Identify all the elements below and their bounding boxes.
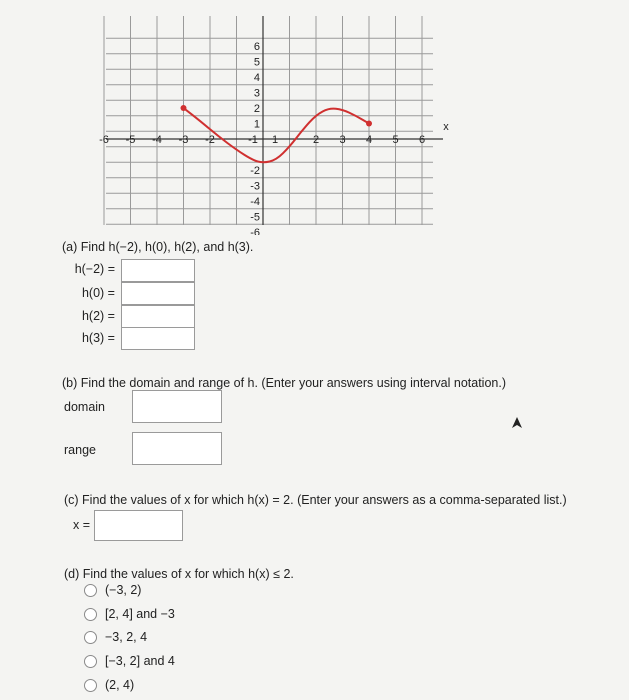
y-tick-label: 1 <box>271 134 279 146</box>
x-axis-label: x <box>443 121 449 133</box>
h-2-input[interactable] <box>121 305 195 328</box>
y-tick-label: 3 <box>253 87 260 100</box>
h-3-input[interactable] <box>121 327 195 350</box>
y-tick-label: 2 <box>253 103 260 115</box>
option-5[interactable]: (2, 4) <box>84 676 134 694</box>
x-tick-label: -2 <box>205 134 215 146</box>
h-neg2-input[interactable] <box>121 259 195 282</box>
option-1[interactable]: (−3, 2) <box>84 581 141 599</box>
y-tick-label: -2 <box>250 165 260 177</box>
range-label: range <box>64 443 96 457</box>
x-tick-label: 5 <box>392 134 399 146</box>
x-tick-label: -4 <box>152 134 162 146</box>
x-tick-label: 3 <box>339 134 346 146</box>
y-tick-label: 5 <box>253 56 260 69</box>
radio-icon[interactable] <box>84 584 97 597</box>
range-input[interactable] <box>132 432 222 465</box>
endpoint-dot <box>181 105 187 111</box>
part-b-prompt: (b) Find the domain and range of h. (Enter your answers using interval notation.) <box>62 376 506 390</box>
h-neg2-label: h(−2) = <box>74 262 115 276</box>
part-a-prompt: (a) Find h(−2), h(0), h(2), and h(3). <box>62 240 254 254</box>
x-tick-label: -3 <box>178 134 189 146</box>
domain-label: domain <box>64 400 105 414</box>
h-0-input[interactable] <box>121 282 195 305</box>
y-tick-label: -5 <box>250 211 260 224</box>
y-tick-label: -4 <box>250 196 260 208</box>
y-tick-label: 1 <box>253 118 260 131</box>
graph-grid <box>104 16 433 225</box>
option-3[interactable]: −3, 2, 4 <box>84 628 147 646</box>
x-tick-label: -1 <box>248 134 258 146</box>
h-2-label: h(2) = <box>81 309 115 323</box>
x-tick-label: 2 <box>312 134 320 146</box>
part-d-prompt: (d) Find the values of x for which h(x) ≤ 2. <box>64 567 294 581</box>
x-values-input[interactable] <box>94 510 183 541</box>
part-c-prompt: (c) Find the values of x for which h(x) = 2. (Enter your answers as a comma-separated list.) <box>64 493 567 507</box>
endpoint-dot <box>366 121 372 127</box>
y-tick-label: 6 <box>253 41 260 53</box>
graph-tick-labels <box>99 41 449 235</box>
radio-icon[interactable] <box>84 679 97 692</box>
h-3-label: h(3) = <box>81 331 115 345</box>
mouse-cursor-icon <box>510 416 524 430</box>
radio-icon[interactable] <box>84 655 97 668</box>
radio-icon[interactable] <box>84 631 97 644</box>
option-2[interactable]: [2, 4] and −3 <box>84 605 175 623</box>
option-4[interactable]: [−3, 2] and 4 <box>84 652 175 670</box>
domain-input[interactable] <box>132 390 222 423</box>
x-tick-label: 4 <box>365 134 373 146</box>
function-graph <box>0 0 629 235</box>
x-tick-label: -6 <box>99 134 109 146</box>
x-tick-label: -5 <box>125 134 136 146</box>
radio-icon[interactable] <box>84 608 97 621</box>
y-tick-label: 4 <box>253 72 260 84</box>
y-tick-label: -6 <box>250 227 260 235</box>
x-equals-label: x = <box>72 518 90 532</box>
y-tick-label: -3 <box>250 180 260 193</box>
h-0-label: h(0) = <box>81 286 115 300</box>
x-tick-label: 6 <box>418 134 426 146</box>
